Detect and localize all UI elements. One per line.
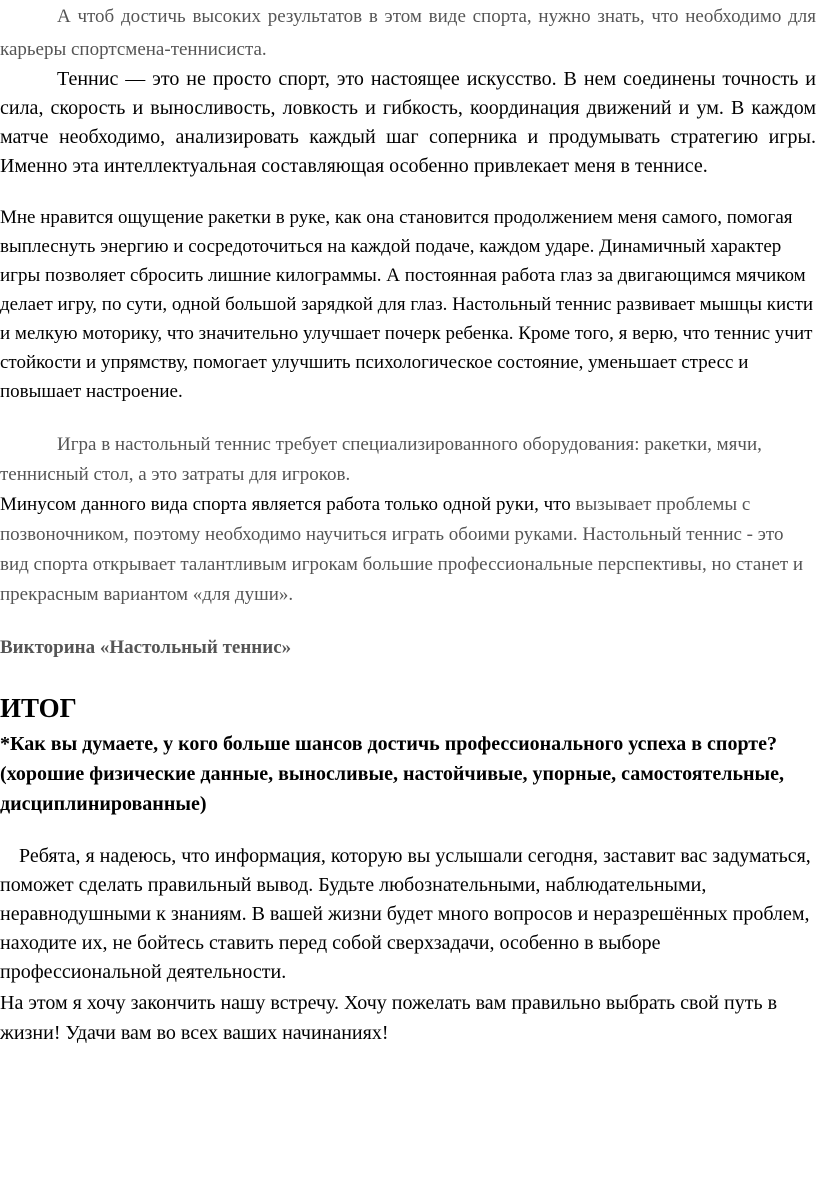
tennis-art-paragraph: Теннис — это не просто спорт, это настоящее искусство. В нем соединены точность и сила, скорость и выносливость, ловкость и гибкость, координация движений и ум. В каждом матче необходимо, анализировать каждый шаг соперника и продумывать стратегию игры. Именно эта интеллектуальная составляющая особенно привлекает меня в теннисе. [0,68,816,177]
farewell-paragraph: На этом я хочу закончить нашу встречу. Хочу пожелать вам правильно выбрать свой путь в жизни! Удачи вам во всех ваших начинаниях! [0,992,778,1044]
equipment-paragraph: Игра в настольный теннис требует специализированного оборудования: ракетки, мячи, теннисный стол, а это затраты для игроков. [0,434,762,485]
intro-paragraph: А чтоб достичь высоких результатов в этом виде спорта, нужно знать, что необходимо для карьеры спортсмена-теннисиста. [0,6,816,60]
result-heading: ИТОГ [0,693,77,723]
closing-paragraph: Ребята, я надеюсь, что информация, которую вы услышали сегодня, заставит вас задуматься, поможет сделать правильный вывод. Будьте любознательными, наблюдательными, неравнодушными к знаниям. В вашей жизни будет много вопросов и неразрешённых проблем, находите их, не бойтесь ставить перед собой сверхзадачи, особенно в выборе профессиональной деятельности. [0,845,811,983]
drawbacks-text-black: Минусом данного вида спорта является работа только одной руки, что [0,494,576,515]
drawbacks-text-gray: вызывает проблемы с позвоночником, поэтому необходимо научиться играть обоими руками. Настольный теннис - это вид спорта открывает талантливым игрокам большие профессиональные перспективы, но станет и прекрасным вариантом «для души». [0,494,804,605]
drawbacks-paragraph [0,490,816,610]
question-paragraph: *Как вы думаете, у кого больше шансов достичь профессионального успеха в спорте? (хорошие физические данные, выносливые, настойчивые, упорные, самостоятельные, дисциплинированные) [0,733,785,815]
quiz-heading: Викторина «Настольный теннис» [0,637,292,658]
racket-feeling-paragraph: Мне нравится ощущение ракетки в руке, как она становится продолжением меня самого, помогая выплеснуть энергию и сосредоточиться на каждой подаче, каждом ударе. Динамичный характер игры позволяет сбросить лишние килограммы. А постоянная работа глаз за двигающимся мячиком делает игру, по сути, одной большой зарядкой для глаз. Настольный теннис развивает мышцы кисти и мелкую моторику, что значительно улучшает почерк ребенка. Кроме того, я верю, что теннис учит стойкости и упрямству, помогает улучшить психологическое состояние, уменьшает стресс и повышает настроение. [0,207,814,402]
